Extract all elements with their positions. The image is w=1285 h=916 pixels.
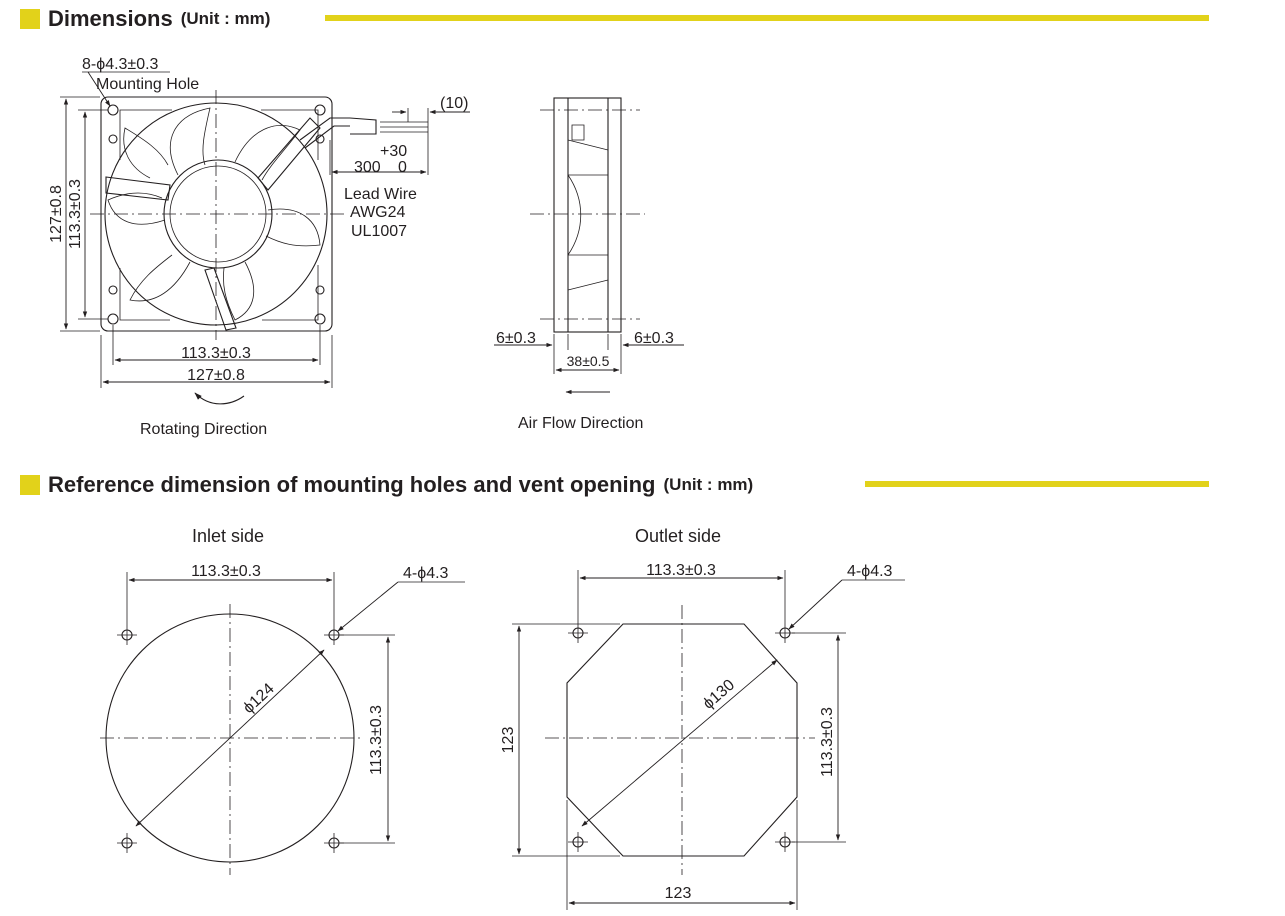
outlet-pitch-vertical: 113.3±0.3 (819, 707, 836, 777)
inlet-holes: 4-ϕ4.3 (403, 565, 449, 582)
dim-left-flange: 6±0.3 (496, 330, 536, 347)
reference-title: Reference dimension of mounting holes and vent opening (48, 472, 656, 497)
awg-label: AWG24 (350, 204, 406, 221)
outlet-title: Outlet side (634, 526, 722, 546)
dimensions-unit: (Unit : mm) (180, 9, 271, 28)
side-outline (554, 98, 621, 332)
reference-unit: (Unit : mm) (663, 475, 754, 494)
fan-frame-inner (120, 110, 318, 320)
ul-label: UL1007 (351, 223, 408, 240)
inlet-title: Inlet side (191, 526, 265, 546)
outlet-width: 123 (664, 885, 692, 902)
wire-tol-zero: 0 (398, 159, 407, 176)
wire-length: 300 (354, 159, 381, 176)
fan-front-view (90, 90, 428, 404)
dim-depth: 38±0.5 (566, 353, 610, 369)
wire-tip-length: (10) (440, 95, 469, 112)
front-dimensions (48, 56, 470, 438)
dim-outer-vertical: 127±0.8 (48, 185, 65, 243)
lead-wire-label: Lead Wire (344, 186, 417, 203)
dim-inner-vertical: 113.3±0.3 (67, 179, 84, 249)
outlet-hole-icon (568, 623, 795, 852)
wire-tol-plus: +30 (380, 143, 408, 160)
outlet-side-drawing (500, 526, 905, 910)
dim-right-flange: 6±0.3 (634, 330, 674, 347)
hole-label: Mounting Hole (96, 76, 200, 93)
fan-spoke (258, 118, 320, 190)
fan-spoke (205, 268, 236, 330)
dim-outer-horizontal: 127±0.8 (187, 367, 245, 384)
rotating-direction-label: Rotating Direction (140, 421, 268, 438)
lead-wire (350, 118, 376, 134)
airflow-label: Air Flow Direction (518, 415, 644, 432)
inlet-side-drawing (100, 526, 465, 875)
inlet-hole-icon (117, 625, 344, 853)
outlet-diameter: ϕ130 (700, 676, 739, 713)
hole-spec: 8-ϕ4.3±0.3 (82, 56, 159, 73)
fan-side-view (530, 98, 645, 332)
dim-inner-horizontal: 113.3±0.3 (181, 345, 251, 362)
inlet-pitch-horizontal: 113.3±0.3 (191, 563, 261, 580)
side-dimensions (494, 330, 684, 432)
dimensions-title: Dimensions (48, 6, 173, 31)
outlet-height: 123 (500, 726, 517, 754)
outlet-holes: 4-ϕ4.3 (847, 563, 893, 580)
lead-wire-exit (572, 125, 584, 140)
inlet-pitch-vertical: 113.3±0.3 (368, 705, 385, 775)
outlet-pitch-horizontal: 113.3±0.3 (646, 562, 716, 579)
rotating-direction-arrow (195, 393, 244, 404)
inlet-diameter: ϕ124 (240, 680, 278, 718)
